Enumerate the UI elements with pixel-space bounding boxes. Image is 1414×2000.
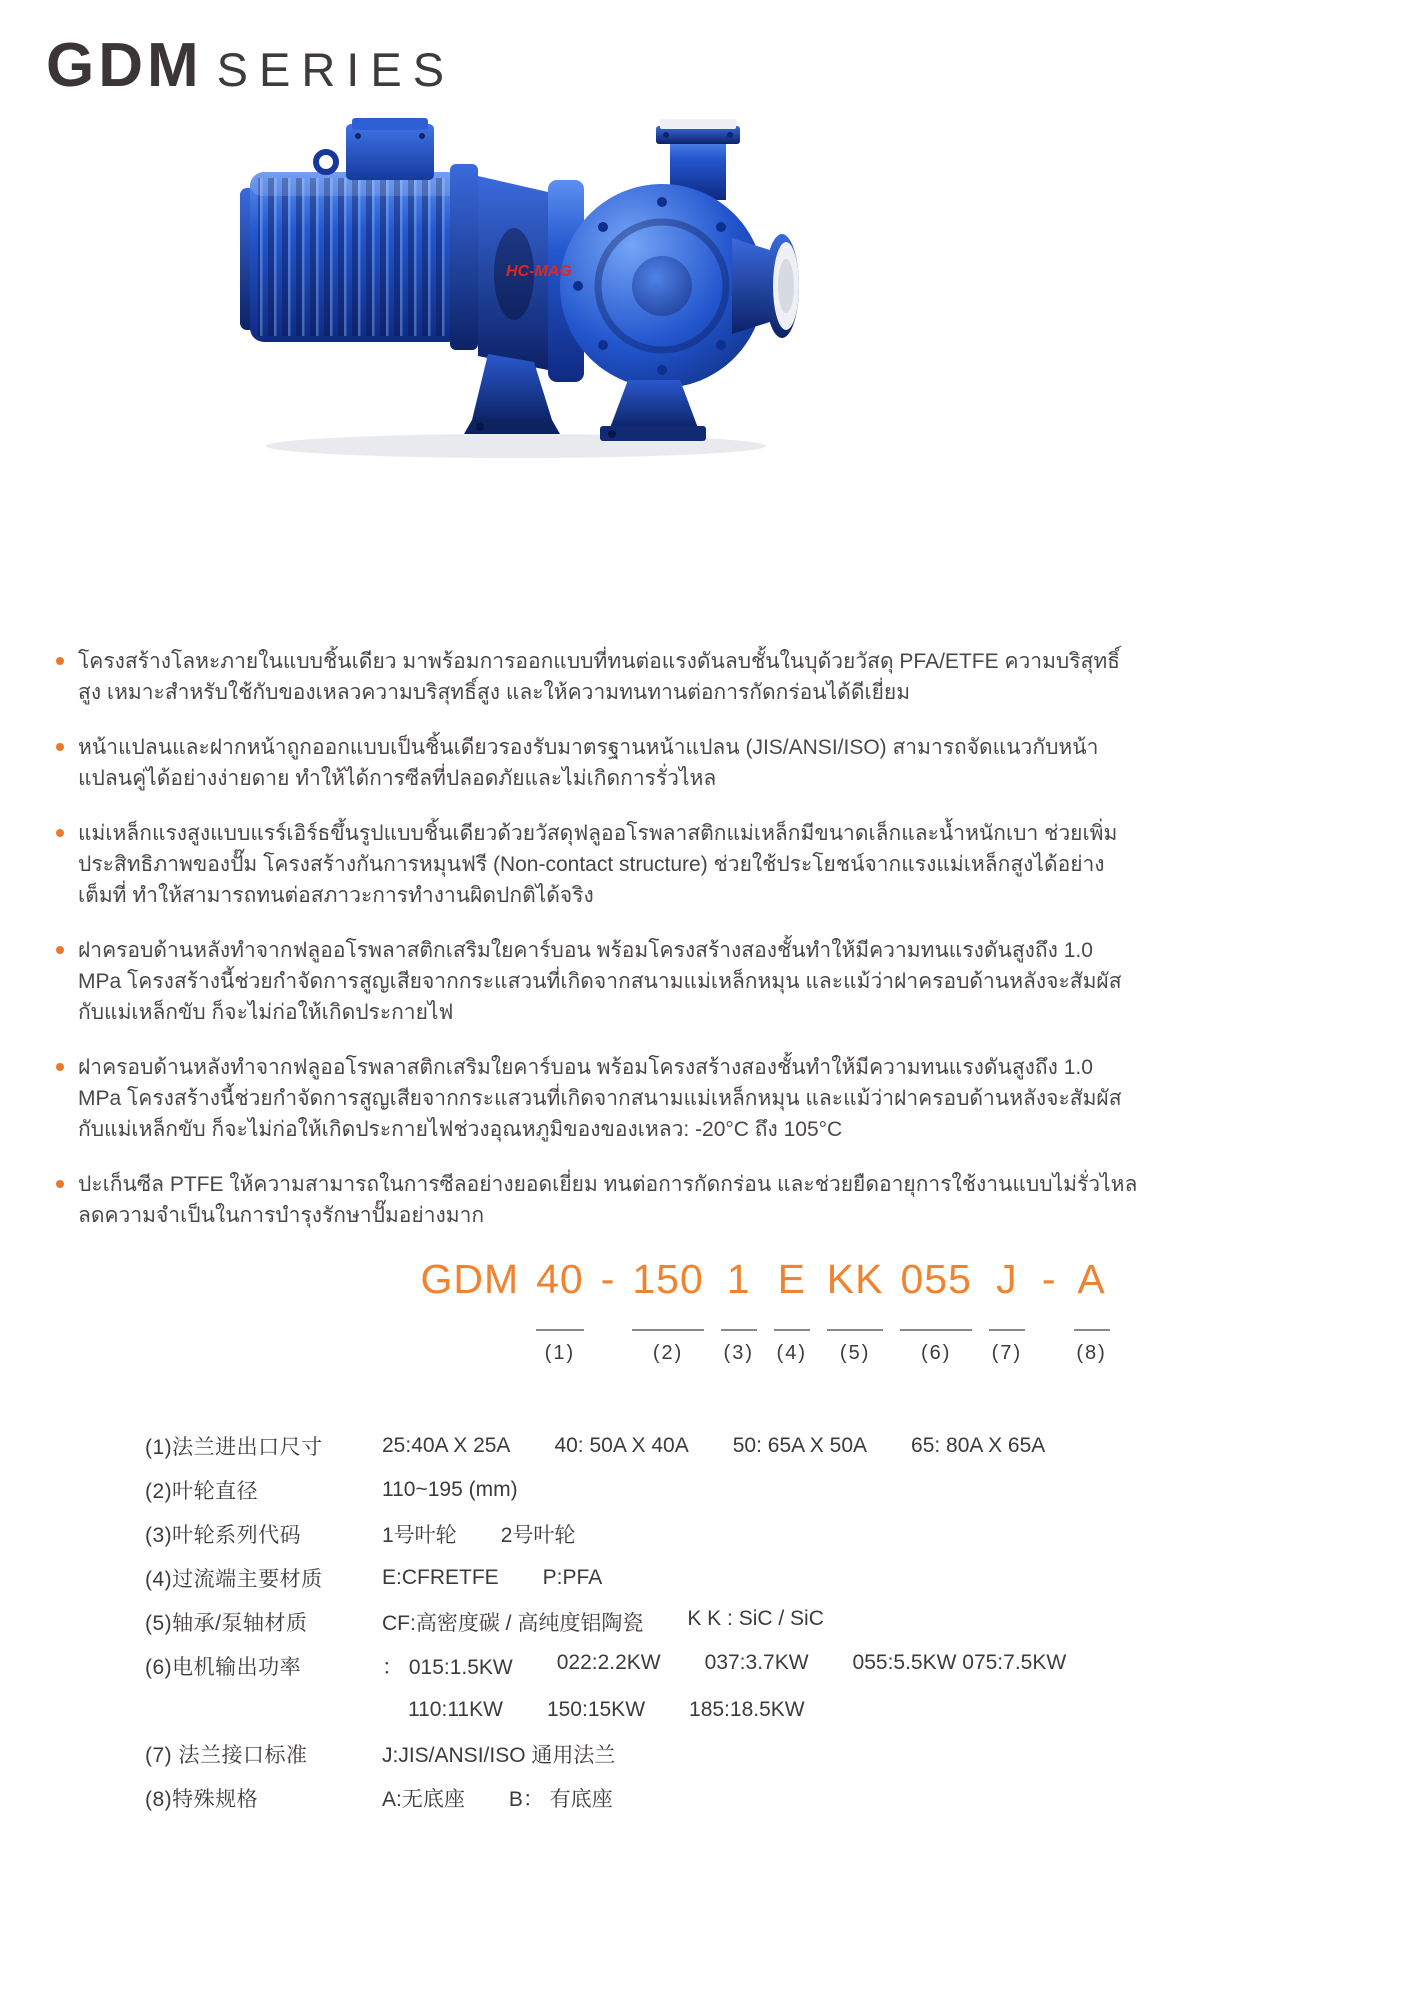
model-segment	[989, 1256, 1025, 1365]
spec-value: 037:3.7KW	[704, 1651, 809, 1674]
table-row	[145, 1644, 1066, 1688]
model-segment-text: J	[996, 1256, 1018, 1302]
pump-casing	[560, 119, 799, 388]
list-item	[56, 818, 1366, 911]
bullet-dot-icon	[56, 829, 64, 837]
spec-value: 022:2.2KW	[556, 1651, 661, 1674]
spec-value: CF:高密度碳 / 高纯度铝陶瓷	[382, 1612, 644, 1635]
table-row	[145, 1776, 1066, 1820]
bullet-dot-icon	[56, 1063, 64, 1071]
bullet-dot-icon	[56, 743, 64, 751]
model-segment-text: A	[1077, 1256, 1106, 1302]
feature-list	[56, 646, 1366, 1255]
bullet-dot-icon	[56, 1180, 64, 1188]
page-title-main: GDM	[46, 31, 203, 100]
spec-values	[382, 1783, 613, 1813]
spec-value: J:JIS/ANSI/ISO 通用法兰	[382, 1744, 616, 1767]
model-segment-text: E	[777, 1256, 806, 1302]
model-segment	[536, 1256, 584, 1365]
list-item	[56, 1169, 1366, 1231]
feature-text: โครงสร้างโลหะภายในแบบชิ้นเดียว มาพร้อมการออกแบบที่ทนต่อแรงดันลบชั้นในบุด้วยวัสดุ PFA/ETFE ความบริสุทธิ์สูง เหมาะสำหรับใช้กับของเหลวความบริสุทธิ์สูง และให้ความทนทานต่อการกัดกร่อนได้ดีเยี่ยม	[78, 650, 1121, 704]
model-segment-text: KK	[826, 1256, 884, 1302]
model-segment-marker: (1)	[544, 1342, 576, 1364]
model-segment-marker: (2)	[652, 1342, 684, 1364]
model-segment-underline	[774, 1329, 810, 1331]
bullet-dot-icon	[56, 657, 64, 665]
model-segment-marker: (6)	[920, 1342, 952, 1364]
spec-value: 055:5.5KW 075:7.5KW	[852, 1651, 1067, 1674]
spec-value: 2号叶轮	[500, 1524, 576, 1547]
list-item	[56, 935, 1366, 1028]
model-segment-text: GDM	[420, 1256, 520, 1302]
model-segment-underline	[900, 1329, 971, 1331]
spec-value: 150:15KW	[546, 1698, 646, 1721]
table-row	[145, 1424, 1066, 1468]
spec-value: 50: 65A X 50A	[732, 1434, 868, 1457]
page-title	[46, 30, 455, 101]
model-segment-marker: (7)	[991, 1342, 1023, 1364]
list-item	[56, 646, 1366, 708]
model-segment	[632, 1256, 703, 1365]
spec-value: 185:18.5KW	[689, 1698, 805, 1721]
model-segment-marker: (4)	[776, 1342, 807, 1364]
table-row	[145, 1556, 1066, 1600]
feature-text: ฝาครอบด้านหลังทำจากฟลูออโรพลาสติกเสริมใยคาร์บอน พร้อมโครงสร้างสองชั้นทำให้มีความทนแรงดันสูงถึง 1.0 MPa โครงสร้างนี้ช่วยกำจัดการสูญเสียจากกระแสวนที่เกิดจากสนามแม่เหล็กหมุน และแม้ว่าฝาครอบด้านหลังจะสัมผัสกับแม่เหล็กขับ ก็จะไม่ก่อให้เกิดประกายไฟช่วงอุณหภูมิของของเหลว: -20°C ถึง 105°C	[78, 1056, 1122, 1141]
spec-value: E:CFRETFE	[382, 1566, 499, 1589]
table-row	[145, 1688, 1066, 1732]
bullet-dot-icon	[56, 946, 64, 954]
model-segment-text: 1	[726, 1256, 751, 1302]
model-segment	[1074, 1256, 1110, 1365]
spec-value: 110~195 (mm)	[382, 1478, 518, 1501]
model-segment	[1042, 1256, 1057, 1365]
spec-values	[382, 1698, 805, 1722]
spec-values	[382, 1607, 824, 1637]
model-segment-marker: (8)	[1076, 1342, 1107, 1364]
model-segment-text: -	[1041, 1256, 1057, 1302]
model-segment	[774, 1256, 810, 1365]
spec-value: 110:11KW	[408, 1698, 503, 1721]
spec-value: 25:40A X 25A	[382, 1434, 511, 1457]
table-row	[145, 1512, 1066, 1556]
model-segment-underline	[632, 1329, 703, 1331]
model-segment-text: 055	[900, 1256, 972, 1302]
spec-label: (1)法兰进出口尺寸	[145, 1436, 323, 1459]
pump-illustration-svg	[226, 116, 816, 466]
spec-value: 1号叶轮	[382, 1524, 457, 1547]
model-segment-text: -	[600, 1256, 616, 1302]
model-code	[420, 1256, 1109, 1365]
model-segment	[900, 1256, 971, 1365]
model-segment-marker: (3)	[723, 1342, 754, 1364]
model-segment-underline	[989, 1329, 1025, 1331]
model-segment-underline	[1074, 1329, 1110, 1331]
list-item	[56, 732, 1366, 794]
table-row	[145, 1468, 1066, 1512]
model-segment-underline	[827, 1329, 884, 1331]
model-segment	[601, 1256, 616, 1365]
model-segment-text: 150	[632, 1256, 704, 1302]
page-title-sub: SERIES	[216, 43, 456, 96]
spec-label: (5)轴承/泵轴材质	[145, 1612, 308, 1635]
model-code-section	[0, 1256, 1414, 1365]
spec-label: (3)叶轮系列代码	[145, 1524, 302, 1547]
model-segment-underline	[721, 1329, 757, 1331]
model-segment-marker: (5)	[839, 1342, 871, 1364]
table-row	[145, 1732, 1066, 1776]
model-segment	[420, 1256, 519, 1365]
spec-value: A:无底座	[382, 1788, 465, 1811]
pump-logo-text: HC-MAG	[506, 263, 572, 280]
model-segment-text: 40	[536, 1256, 584, 1302]
table-row	[145, 1600, 1066, 1644]
feature-text: ปะเก็นซีล PTFE ให้ความสามารถในการซีลอย่างยอดเยี่ยม ทนต่อการกัดกร่อน และช่วยยืดอายุการใช้งานแบบไม่รั่วไหล ลดความจำเป็นในการบำรุงรักษาปั๊มอย่างมาก	[78, 1173, 1138, 1227]
spec-values	[382, 1478, 518, 1502]
spec-label: (7) 法兰接口标准	[145, 1744, 308, 1767]
spec-values	[382, 1739, 615, 1769]
spec-label: (4)过流端主要材质	[145, 1568, 323, 1591]
spec-label: (8)特殊规格	[145, 1788, 259, 1811]
model-segment	[721, 1256, 757, 1365]
model-segment	[827, 1256, 884, 1365]
spec-value: 40: 50A X 40A	[554, 1434, 689, 1457]
spec-values	[382, 1566, 602, 1590]
spec-value: ： 015:1.5KW	[382, 1656, 513, 1679]
feature-text: ฝาครอบด้านหลังทำจากฟลูออโรพลาสติกเสริมใยคาร์บอน พร้อมโครงสร้างสองชั้นทำให้มีความทนแรงดันสูงถึง 1.0 MPa โครงสร้างนี้ช่วยกำจัดการสูญเสียจากกระแสวนที่เกิดจากสนามแม่เหล็กหมุน และแม้ว่าฝาครอบด้านหลังจะสัมผัสกับแม่เหล็กขับ ก็จะไม่ก่อให้เกิดประกายไฟ	[78, 939, 1122, 1024]
spec-values	[382, 1519, 575, 1549]
spec-values	[382, 1434, 1045, 1458]
feature-text: แม่เหล็กแรงสูงแบบแรร์เอิร์ธขึ้นรูปแบบชิ้นเดียวด้วยวัสดุฟลูออโรพลาสติกแม่เหล็กมีขนาดเล็กและน้ำหนักเบา ช่วยเพิ่มประสิทธิภาพของปั๊ม โครงสร้างกันการหมุนฟรี (Non-contact structure) ช่วยใช้ประโยชน์จากแรงแม่เหล็กสูงได้อย่างเต็มที่ ทำให้สามารถทนต่อสภาวะการทำงานผิดปกติได้จริง	[78, 822, 1118, 907]
spec-value: B： 有底座	[508, 1788, 613, 1811]
model-segment-underline	[536, 1329, 584, 1331]
spec-value: K K : SiC / SiC	[687, 1607, 824, 1630]
spec-table	[145, 1424, 1066, 1820]
spec-values	[382, 1651, 1066, 1681]
spec-label: (6)电机输出功率	[145, 1656, 302, 1679]
product-image	[226, 116, 816, 466]
pump-motor	[240, 118, 478, 350]
spec-value: P:PFA	[542, 1566, 603, 1589]
spec-label: (2)叶轮直径	[145, 1480, 259, 1503]
list-item	[56, 1052, 1366, 1145]
feature-text: หน้าแปลนและฝากหน้าถูกออกแบบเป็นชิ้นเดียวรองรับมาตรฐานหน้าแปลน (JIS/ANSI/ISO) สามารถจัดแนวกับหน้าแปลนคู่ได้อย่างง่ายดาย ทำให้ได้การซีลที่ปลอดภัยและไม่เกิดการรั่วไหล	[78, 736, 1099, 790]
spec-value: 65: 80A X 65A	[911, 1434, 1046, 1457]
